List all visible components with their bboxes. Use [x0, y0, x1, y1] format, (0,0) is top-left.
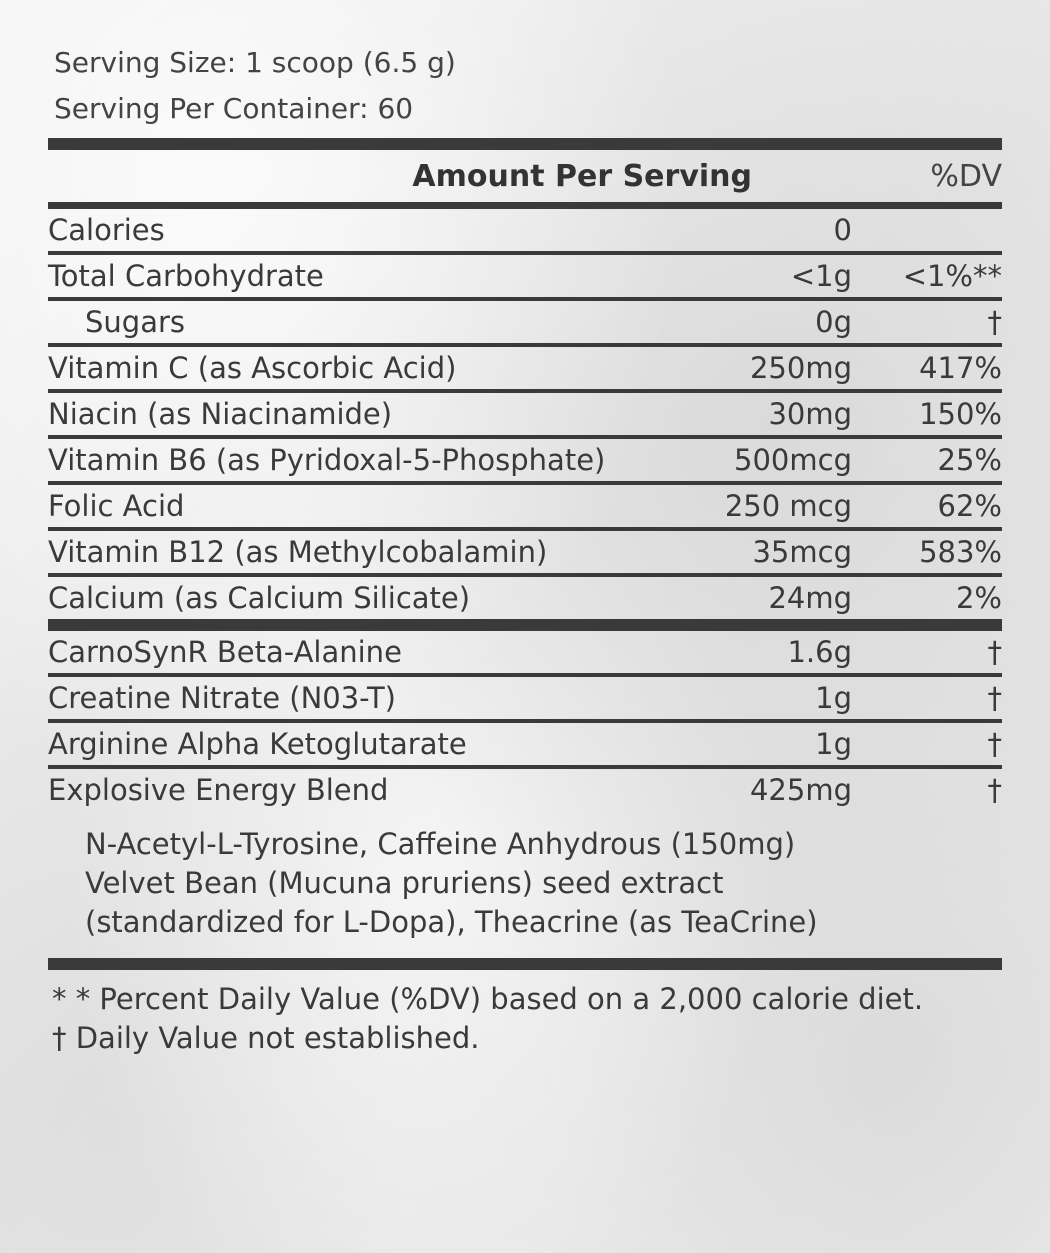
row-name: Explosive Energy Blend: [48, 773, 389, 807]
row-amount: 30mg: [768, 397, 852, 431]
blend-line: N-Acetyl-L-Tyrosine, Caffeine Anhydrous (150mg): [85, 827, 796, 861]
servings-per-container: Serving Per Container: 60: [54, 92, 414, 125]
table-row: [48, 531, 1002, 577]
row-dv: †: [987, 305, 1002, 339]
row-amount: 250mg: [749, 351, 852, 385]
row-dv: 2%: [955, 581, 1002, 615]
table-row: [48, 439, 1002, 485]
serving-info: [48, 40, 1002, 132]
table-header: [48, 150, 1002, 202]
supplement-facts-panel: [48, 40, 1002, 1058]
row-name: Vitamin B12 (as Methylcobalamin): [48, 535, 548, 569]
row-name: Creatine Nitrate (N03-T): [48, 681, 396, 715]
row-amount: 1g: [815, 681, 852, 715]
header-dv: %DV: [930, 158, 1002, 194]
row-name: Folic Acid: [48, 489, 185, 523]
table-row: [48, 255, 1002, 301]
row-dv: 583%: [919, 535, 1002, 569]
table-row: [48, 577, 1002, 619]
dv-footnote: * * Percent Daily Value (%DV) based on a 2,000 calorie diet.: [52, 982, 924, 1016]
row-dv: 25%: [937, 443, 1002, 477]
divider-mid: [48, 619, 1002, 631]
table-row: [48, 631, 1002, 677]
row-amount: 35mcg: [752, 535, 852, 569]
header-amount-per-serving: Amount Per Serving: [412, 158, 752, 194]
divider-bottom: [48, 958, 1002, 970]
table-row: [48, 769, 1002, 811]
divider-header: [48, 202, 1002, 209]
row-amount: 0g: [815, 305, 852, 339]
row-name: Sugars: [85, 305, 185, 339]
blend-line: Velvet Bean (Mucuna pruriens) seed extract: [85, 866, 724, 900]
row-name: Total Carbohydrate: [48, 259, 324, 293]
table-row: [48, 347, 1002, 393]
vitamins-group: [48, 209, 1002, 619]
row-dv: †: [987, 635, 1002, 669]
row-dv: 417%: [919, 351, 1002, 385]
row-amount: 250 mcg: [724, 489, 852, 523]
row-amount: 24mg: [768, 581, 852, 615]
row-dv: 62%: [937, 489, 1002, 523]
blend-line: (standardized for L-Dopa), Theacrine (as TeaCrine): [85, 905, 818, 939]
divider-top: [48, 138, 1002, 150]
row-amount: <1g: [790, 259, 852, 293]
row-name: Vitamin C (as Ascorbic Acid): [48, 351, 457, 385]
footnotes: [48, 970, 932, 1058]
row-name: CarnoSynR Beta-Alanine: [48, 635, 402, 669]
serving-size: Serving Size: 1 scoop (6.5 g): [54, 46, 456, 79]
row-name: Arginine Alpha Ketoglutarate: [48, 727, 467, 761]
row-name: Vitamin B6 (as Pyridoxal-5-Phosphate): [48, 443, 606, 477]
table-row: [48, 723, 1002, 769]
row-name: Calcium (as Calcium Silicate): [48, 581, 471, 615]
blend-description: [48, 811, 1002, 958]
ingredients-group: [48, 631, 1002, 811]
row-dv: †: [987, 681, 1002, 715]
row-name: Calories: [48, 213, 165, 247]
row-amount: 425mg: [749, 773, 852, 807]
row-dv: <1%**: [902, 259, 1002, 293]
table-row: [48, 209, 1002, 255]
dagger-footnote: † Daily Value not established.: [52, 1021, 480, 1055]
table-row: [48, 301, 1002, 347]
row-name: Niacin (as Niacinamide): [48, 397, 393, 431]
row-dv: 150%: [919, 397, 1002, 431]
row-amount: 0: [833, 213, 852, 247]
row-amount: 1.6g: [787, 635, 852, 669]
row-dv: †: [987, 773, 1002, 807]
row-amount: 500mcg: [734, 443, 852, 477]
table-row: [48, 677, 1002, 723]
row-dv: †: [987, 727, 1002, 761]
row-amount: 1g: [815, 727, 852, 761]
table-row: [48, 485, 1002, 531]
table-row: [48, 393, 1002, 439]
